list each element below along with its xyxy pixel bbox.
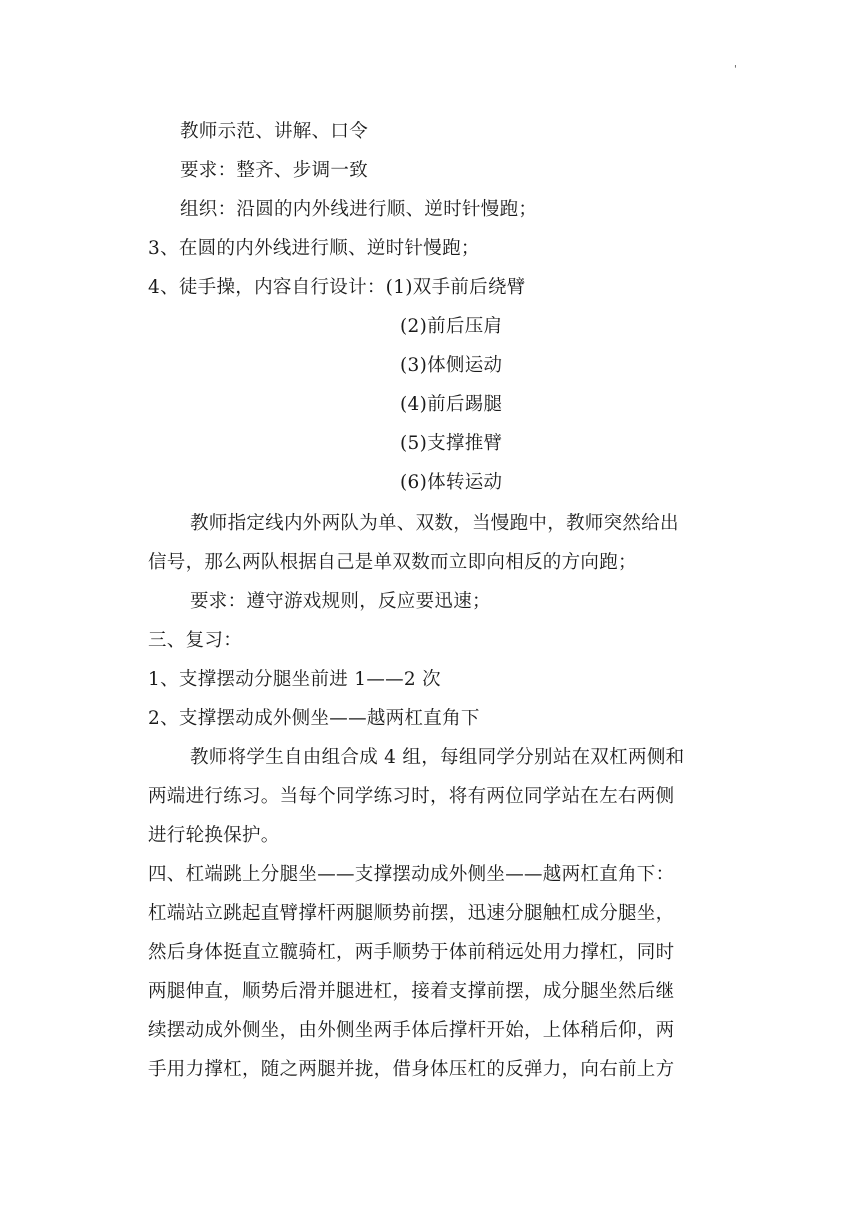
corner-mark: ': [734, 64, 737, 75]
text-line: 4、徒手操，内容自行设计：(1)双手前后绕臂: [148, 277, 526, 298]
text-line: 组织：沿圆的内外线进行顺、逆时针慢跑；: [180, 199, 538, 220]
text-line: 3、在圆的内外线进行顺、逆时针慢跑；: [148, 238, 480, 259]
text-line: 手用力撑杠，随之两腿并拢，借身体压杠的反弹力，向右前上方: [148, 1059, 675, 1080]
text-line: (5)支撑推臂: [400, 433, 503, 454]
text-line: 三、复习：: [148, 630, 243, 651]
text-line: (6)体转运动: [400, 472, 503, 493]
text-line: 四、杠端跳上分腿坐——支撑摆动成外侧坐——越两杠直角下：: [148, 864, 675, 885]
text-line: 教师示范、讲解、口令: [180, 121, 369, 142]
text-line: 两腿伸直，顺势后滑并腿进杠，接着支撑前摆，成分腿坐然后继: [148, 981, 675, 1002]
text-line: (2)前后压肩: [400, 316, 503, 337]
text-line: 进行轮换保护。: [148, 825, 280, 846]
text-line: 要求：整齐、步调一致: [180, 160, 369, 181]
text-line: 续摆动成外侧坐，由外侧坐两手体后撑杆开始，上体稍后仰，两: [148, 1020, 675, 1041]
text-line: 1、支撑摆动分腿坐前进 1——2 次: [148, 669, 441, 690]
text-line: 两端进行练习。当每个同学练习时，将有两位同学站在左右两侧: [148, 786, 675, 807]
text-line: 教师将学生自由组合成 4 组，每组同学分别站在双杠两侧和: [190, 747, 685, 768]
text-line: (3)体侧运动: [400, 355, 503, 376]
text-line: 然后身体挺直立髋骑杠，两手顺势于体前稍远处用力撑杠，同时: [148, 942, 675, 963]
text-line: (4)前后踢腿: [400, 394, 503, 415]
text-line: 2、支撑摆动成外侧坐——越两杠直角下: [148, 708, 480, 729]
text-line: 要求：遵守游戏规则，反应要迅速；: [190, 591, 491, 612]
text-line: 信号，那么两队根据自己是单双数而立即向相反的方向跑；: [148, 552, 637, 573]
text-line: 教师指定线内外两队为单、双数，当慢跑中，教师突然给出: [190, 513, 679, 534]
text-line: 杠端站立跳起直臂撑杆两腿顺势前摆，迅速分腿触杠成分腿坐，: [148, 903, 675, 924]
